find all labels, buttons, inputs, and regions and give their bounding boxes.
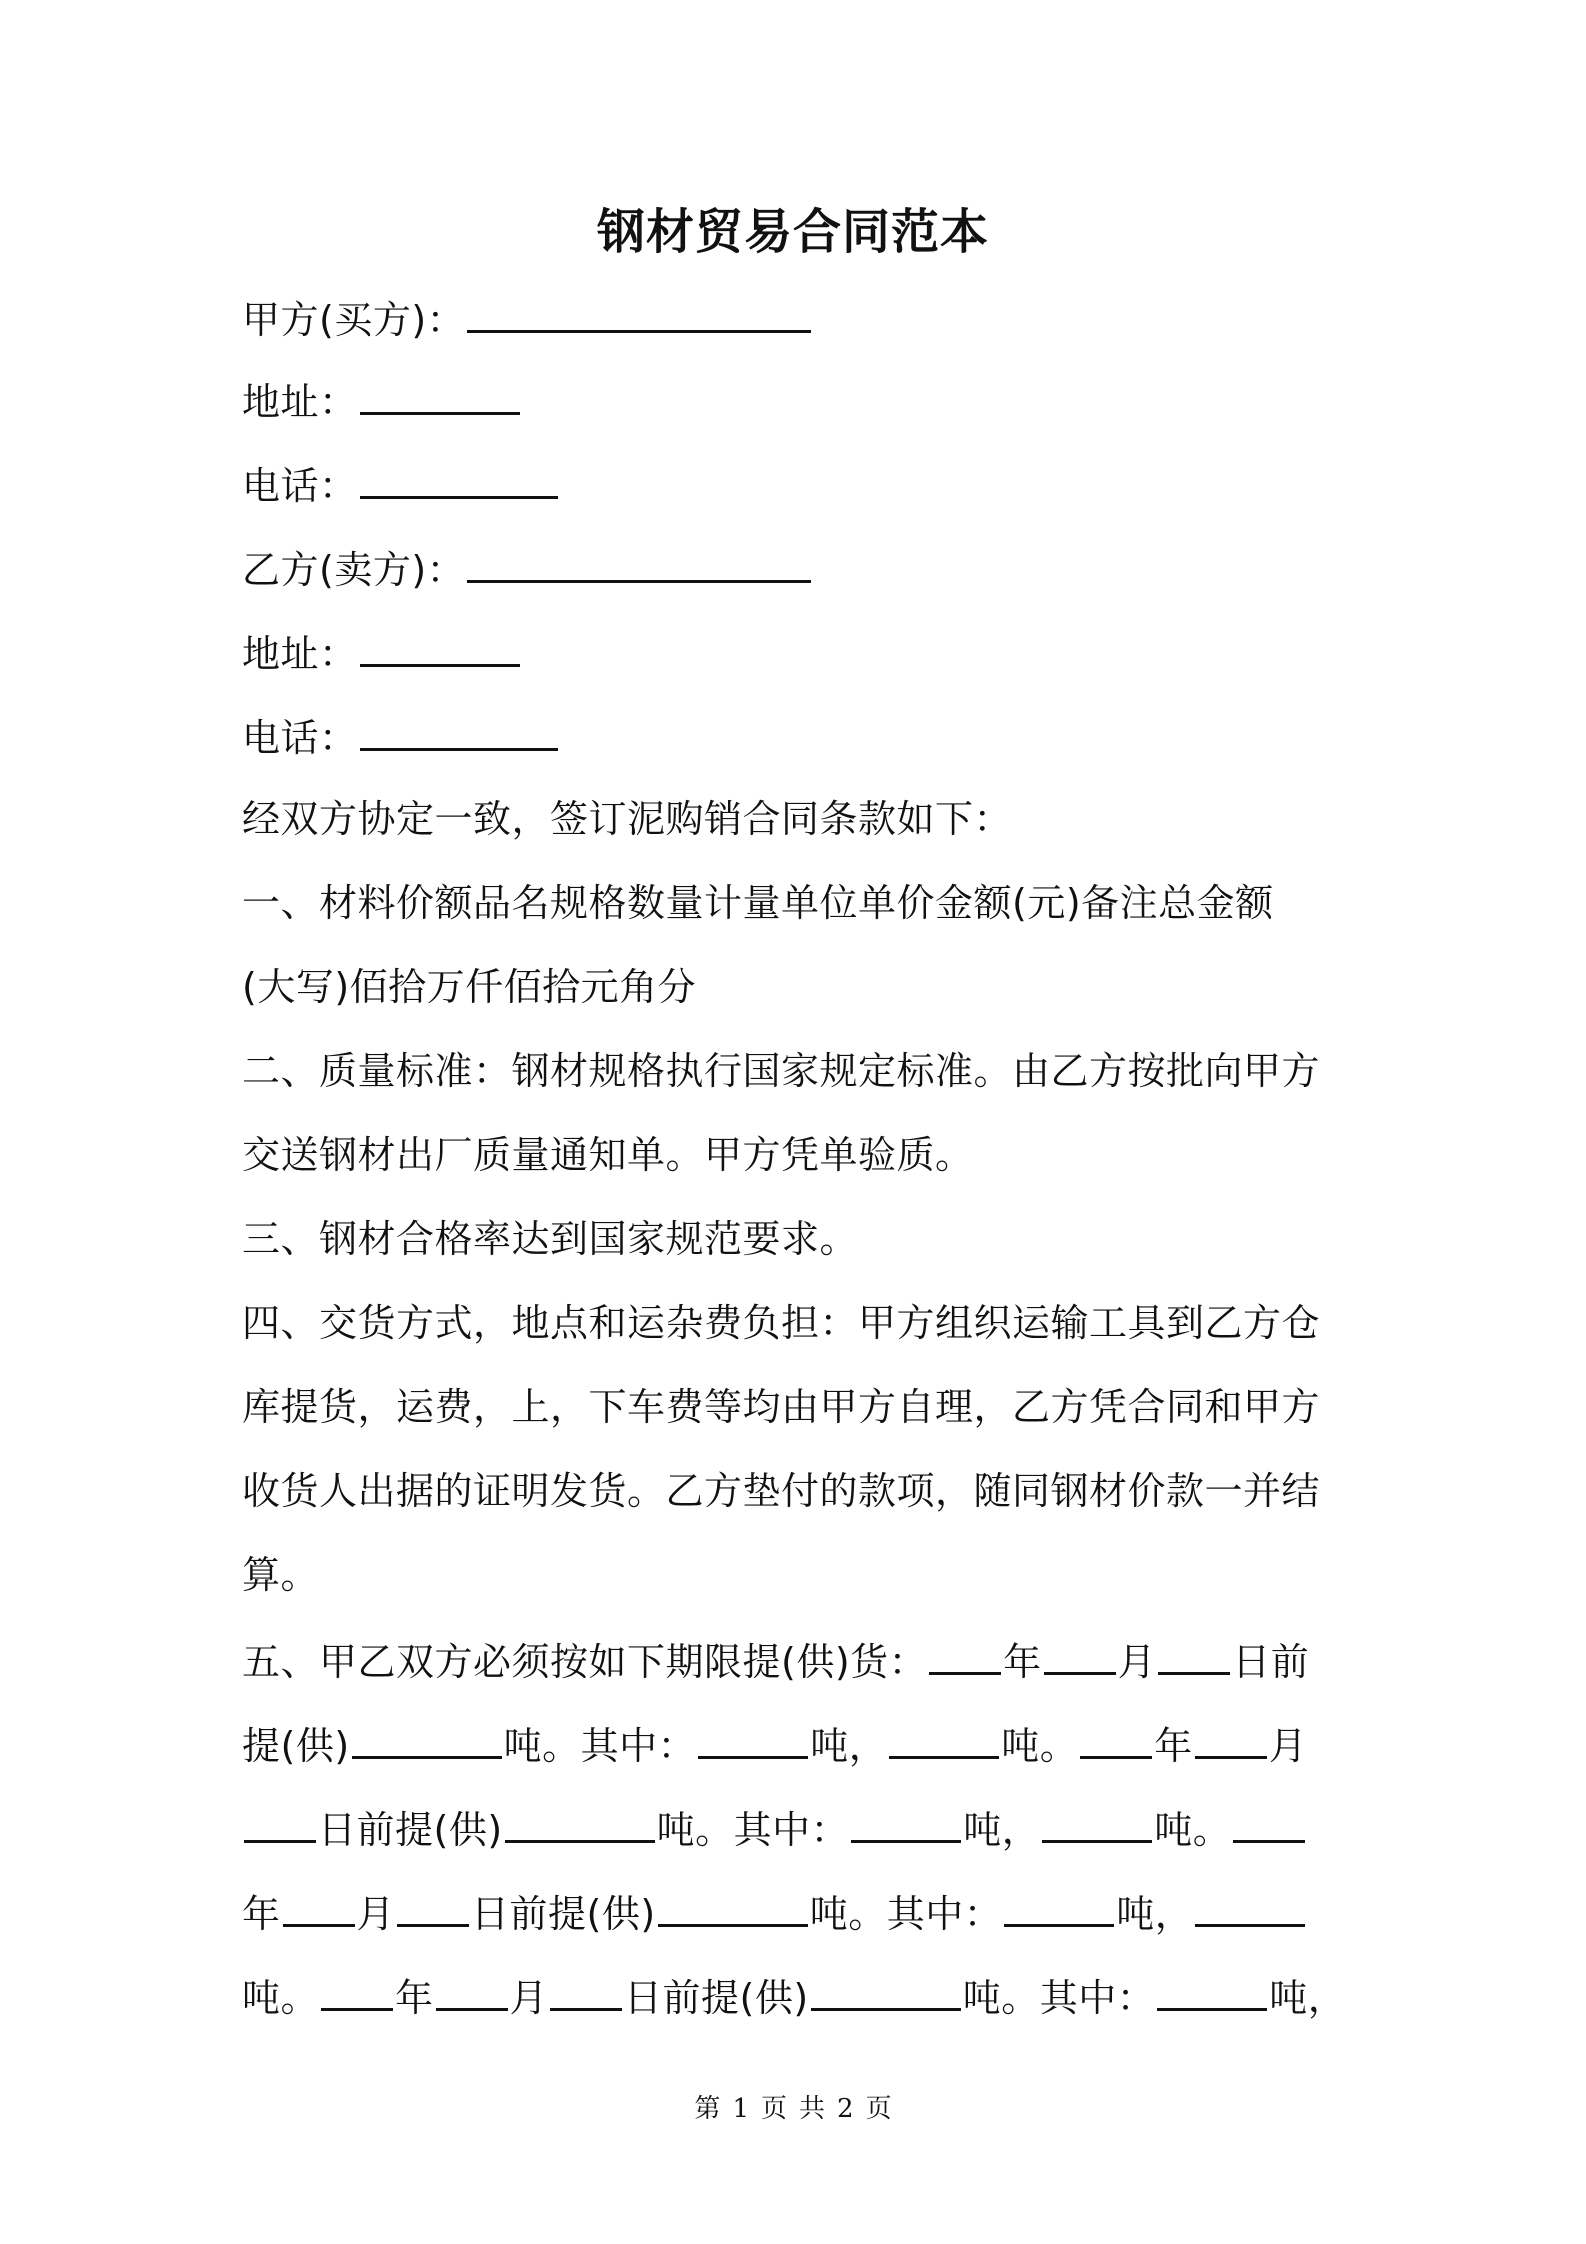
year-blank[interactable] <box>929 1634 1001 1675</box>
month-label: 月 <box>356 1892 396 1936</box>
ton-period-label: 吨。 <box>1154 1808 1232 1852</box>
footer-page-word: 页 <box>760 2094 787 2124</box>
month-blank[interactable] <box>1195 1718 1267 1759</box>
clause-5-line-1 <box>242 1634 1362 1687</box>
party-b-address-blank[interactable] <box>360 626 520 667</box>
clause-4-line-1: 四、交货方式，地点和运杂费负担：甲方组织运输工具到乙方仓 <box>242 1301 1321 1345</box>
clause-5-line-2 <box>242 1718 1362 1771</box>
among-ton-blank[interactable] <box>698 1718 808 1759</box>
among-ton-blank[interactable] <box>851 1802 961 1843</box>
day-before-supply-label: 日前提(供) <box>318 1808 503 1852</box>
page-footer <box>0 2092 1586 2126</box>
party-a-phone-line <box>242 458 1362 511</box>
ton-period-label: 吨。 <box>656 1808 734 1852</box>
year-label: 年 <box>395 1976 434 2020</box>
footer-total-number: 2 <box>837 2094 854 2124</box>
clause-1-line-1: 一、材料价额品名规格数量计量单位单价金额(元)备注总金额 <box>242 881 1274 925</box>
party-a-address-blank[interactable] <box>360 374 520 415</box>
clause-5-line-4 <box>242 1886 1362 1939</box>
party-a-phone-label: 电话： <box>242 464 358 508</box>
party-b-phone-label: 电话： <box>242 716 358 760</box>
day-blank[interactable] <box>397 1886 469 1927</box>
among-label: 其中： <box>886 1892 1003 1936</box>
day-blank[interactable] <box>244 1802 316 1843</box>
year-blank[interactable] <box>321 1970 393 2011</box>
party-b-line <box>242 542 1362 595</box>
day-blank[interactable] <box>550 1970 622 2011</box>
footer-total-suffix: 页 <box>865 2094 892 2124</box>
clause-4-line-2: 库提货，运费，上，下车费等均由甲方自理，乙方凭合同和甲方 <box>242 1385 1321 1429</box>
ton-comma-label: 吨， <box>1116 1892 1194 1936</box>
clause-1-line-2: (大写)佰拾万仟佰拾元角分 <box>242 965 697 1009</box>
intro-text: 经双方协定一致，签订泥购销合同条款如下： <box>242 797 1013 841</box>
ton-comma-label: 吨， <box>963 1808 1041 1852</box>
year-blank[interactable] <box>1080 1718 1152 1759</box>
ton-period-label: 吨。 <box>809 1892 887 1936</box>
party-a-line <box>242 292 1362 345</box>
day-blank[interactable] <box>1158 1634 1230 1675</box>
clause-3-line-1: 三、钢材合格率达到国家规范要求。 <box>242 1217 859 1261</box>
party-a-label: 甲方(买方)： <box>242 298 466 342</box>
party-b-phone-blank[interactable] <box>360 710 558 751</box>
party-a-blank[interactable] <box>467 292 811 333</box>
party-a-phone-blank[interactable] <box>360 458 558 499</box>
ton-period-label: 吨。 <box>242 1976 320 2020</box>
supply-ton-blank[interactable] <box>505 1802 655 1843</box>
footer-page-prefix: 第 <box>694 2094 721 2124</box>
clause-5-line-3 <box>242 1802 1362 1855</box>
ton-period-label: 吨。 <box>1001 1724 1079 1768</box>
clause-4-line-3: 收货人出据的证明发货。乙方垫付的款项，随同钢材价款一并结 <box>242 1469 1321 1513</box>
year-blank[interactable] <box>1233 1802 1305 1843</box>
among-ton-blank[interactable] <box>1004 1886 1114 1927</box>
party-b-phone-line <box>242 710 1362 763</box>
ton-period-label: 吨。 <box>503 1724 581 1768</box>
supply-ton-blank[interactable] <box>811 1970 961 2011</box>
day-before-supply-label: 日前提(供) <box>471 1892 656 1936</box>
among-ton-blank[interactable] <box>1195 1886 1305 1927</box>
party-b-address-label: 地址： <box>242 632 358 676</box>
among-ton-blank[interactable] <box>1042 1802 1152 1843</box>
document-title: 钢材贸易合同范本 <box>596 204 989 260</box>
month-blank[interactable] <box>283 1886 355 1927</box>
day-before-supply-label: 日前提(供) <box>624 1976 809 2020</box>
clause-4-line-4: 算。 <box>242 1553 320 1597</box>
supply-label: 提(供) <box>242 1724 350 1768</box>
footer-page-number: 1 <box>732 2094 749 2124</box>
clause-5-lead: 五、甲乙双方必须按如下期限提(供)货： <box>242 1640 928 1684</box>
party-b-address-line <box>242 626 1362 679</box>
year-label: 年 <box>1003 1640 1042 1684</box>
among-ton-blank[interactable] <box>889 1718 999 1759</box>
party-b-label: 乙方(卖方)： <box>242 548 466 592</box>
year-label: 年 <box>1154 1724 1193 1768</box>
ton-period-label: 吨。 <box>962 1976 1040 2020</box>
party-a-address-label: 地址： <box>242 380 358 424</box>
month-label: 月 <box>1268 1724 1308 1768</box>
year-label: 年 <box>242 1892 281 1936</box>
footer-total-word: 共 <box>799 2094 826 2124</box>
month-label: 月 <box>509 1976 549 2020</box>
clause-5-line-5 <box>242 1970 1362 2023</box>
party-b-blank[interactable] <box>467 542 811 583</box>
clause-2-line-2: 交送钢材出厂质量通知单。甲方凭单验质。 <box>242 1133 974 1177</box>
month-blank[interactable] <box>1044 1634 1116 1675</box>
supply-ton-blank[interactable] <box>352 1718 502 1759</box>
clause-2-line-1: 二、质量标准：钢材规格执行国家规定标准。由乙方按批向甲方 <box>242 1049 1321 1093</box>
day-before-label: 日前 <box>1232 1640 1310 1684</box>
month-blank[interactable] <box>436 1970 508 2011</box>
among-ton-blank[interactable] <box>1157 1970 1267 2011</box>
among-label: 其中： <box>1039 1976 1156 2020</box>
among-label: 其中： <box>580 1724 697 1768</box>
among-label: 其中： <box>733 1808 850 1852</box>
month-label: 月 <box>1117 1640 1157 1684</box>
ton-comma-label: 吨， <box>1269 1976 1347 2020</box>
supply-ton-blank[interactable] <box>658 1886 808 1927</box>
ton-comma-label: 吨， <box>810 1724 888 1768</box>
party-a-address-line <box>242 374 1362 427</box>
